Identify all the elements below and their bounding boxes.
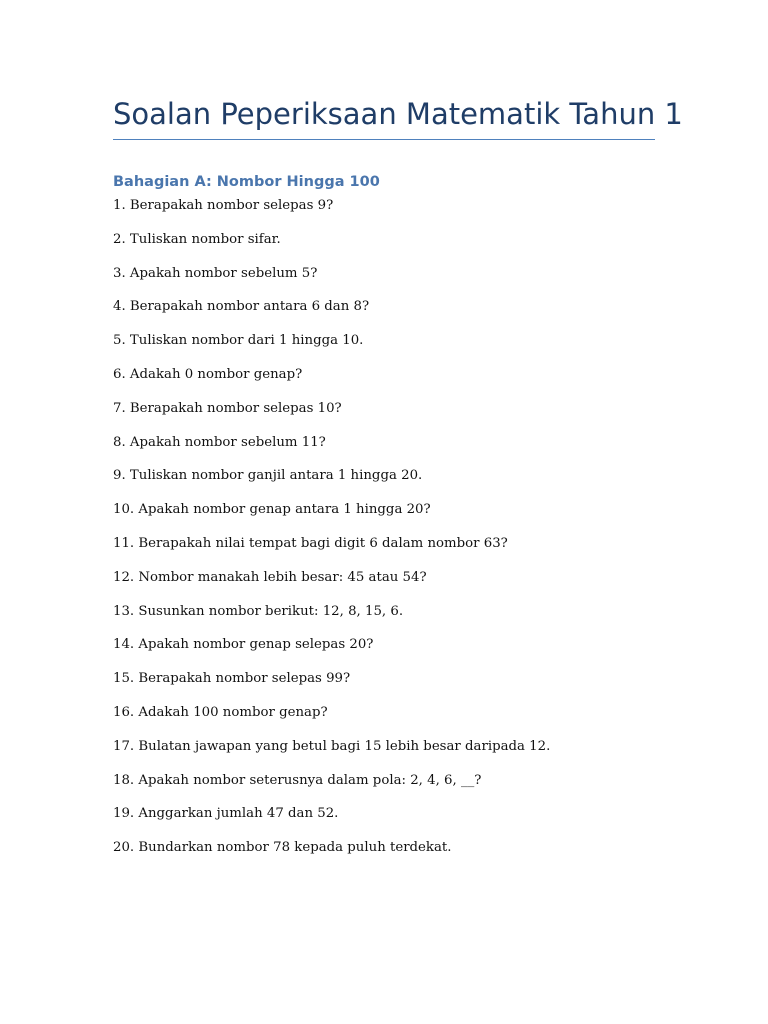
question-item: 5. Tuliskan nombor dari 1 hingga 10. xyxy=(113,333,364,349)
section-heading: Bahagian A: Nombor Hingga 100 xyxy=(113,174,380,190)
question-item: 17. Bulatan jawapan yang betul bagi 15 lebih besar daripada 12. xyxy=(113,738,551,754)
question-item: 8. Apakah nombor sebelum 11? xyxy=(113,434,326,450)
question-item: 20. Bundarkan nombor 78 kepada puluh terdekat. xyxy=(113,840,452,856)
question-item: 4. Berapakah nombor antara 6 dan 8? xyxy=(113,299,370,315)
question-item: 14. Apakah nombor genap selepas 20? xyxy=(113,637,374,653)
question-item: 16. Adakah 100 nombor genap? xyxy=(113,704,328,720)
question-item: 1. Berapakah nombor selepas 9? xyxy=(113,198,334,213)
question-item: 7. Berapakah nombor selepas 10? xyxy=(113,400,342,416)
question-item: 9. Tuliskan nombor ganjil antara 1 hingga 20. xyxy=(113,468,423,484)
question-item: 11. Berapakah nilai tempat bagi digit 6 dalam nombor 63? xyxy=(113,535,508,551)
question-item: 13. Susunkan nombor berikut: 12, 8, 15, 6. xyxy=(113,603,404,619)
question-item: 3. Apakah nombor sebelum 5? xyxy=(113,265,318,281)
question-item: 6. Adakah 0 nombor genap? xyxy=(113,366,303,382)
question-item: 19. Anggarkan jumlah 47 dan 52. xyxy=(113,806,339,822)
question-item: 18. Apakah nombor seterusnya dalam pola: 2, 4, 6, __? xyxy=(113,772,482,788)
question-item: 12. Nombor manakah lebih besar: 45 atau 54? xyxy=(113,569,427,585)
document-title: Soalan Peperiksaan Matematik Tahun 1 xyxy=(113,97,683,131)
title-underline-divider xyxy=(113,139,655,140)
question-list xyxy=(113,196,550,872)
question-item: 2. Tuliskan nombor sifar. xyxy=(113,231,281,247)
question-item: 10. Apakah nombor genap antara 1 hingga 20? xyxy=(113,502,431,518)
question-item: 15. Berapakah nombor selepas 99? xyxy=(113,671,351,687)
